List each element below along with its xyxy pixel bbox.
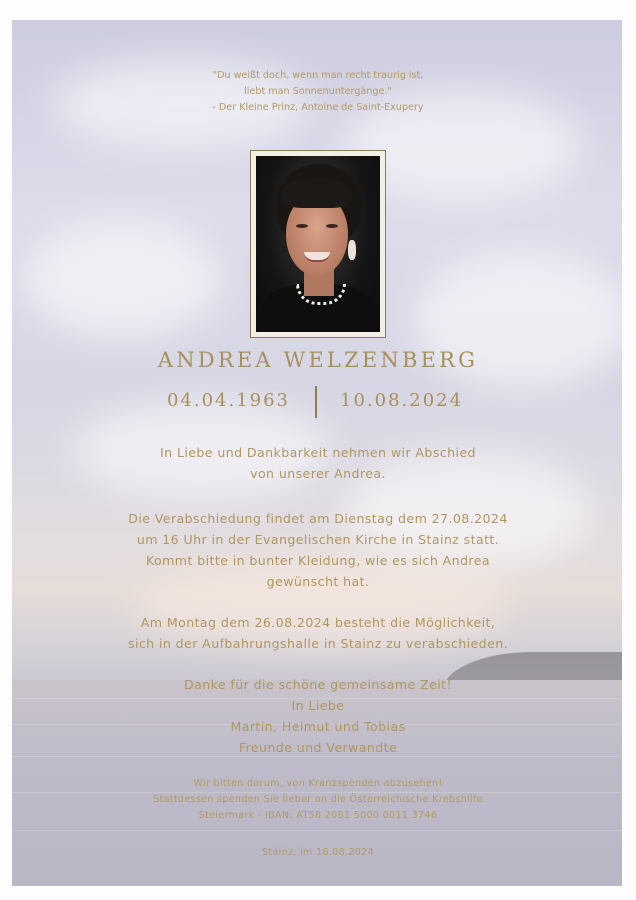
text-line: Steiermark - IBAN: AT58 2081 5000 0011 3746 (198, 810, 438, 821)
text-line: Martin, Helmut und Tobias (230, 719, 406, 734)
date-divider (315, 386, 317, 418)
quote-line: "Du weißt doch, wenn man recht traurig ist, (212, 70, 424, 81)
text-line: Danke für die schöne gemeinsame Zeit! (184, 677, 452, 692)
text-line: Stattdessen spenden Sie lieber an die Österreichische Krebshilfe (153, 794, 483, 805)
portrait-earring (348, 240, 356, 260)
portrait-eye (326, 224, 338, 228)
donation-notice (0, 776, 636, 824)
place-and-date: Stainz, im 16.08.2024 (262, 847, 374, 858)
text-line: Freunde und Verwandte (238, 740, 398, 755)
text-line: um 16 Uhr in der Evangelischen Kirche in Stainz statt. (136, 532, 500, 547)
sea-ripple (12, 830, 622, 831)
quote-attribution: - Der Kleine Prinz, Antoine de Saint-Exupery (212, 102, 424, 113)
text-line: sich in der Aufbahrungshalle in Stainz zu verabschieden. (128, 636, 508, 651)
ceremony-paragraph (0, 508, 636, 592)
life-dates (0, 390, 636, 416)
text-line: Am Montag dem 26.08.2024 besteht die Möglichkeit, (140, 615, 496, 630)
closing-paragraph (0, 674, 636, 758)
text-line: gewünscht hat. (266, 574, 370, 589)
quote-block (0, 68, 636, 116)
portrait-frame (250, 150, 386, 338)
text-line: Die Verabschiedung findet am Dienstag dem 27.08.2024 (128, 511, 508, 526)
cloud-shape (22, 220, 222, 340)
portrait-eye (296, 224, 308, 228)
text-line: Kommt bitte in bunter Kleidung, wie es sich Andrea (146, 553, 490, 568)
farewell-paragraph (0, 442, 636, 484)
quote-line: liebt man Sonnenuntergänge." (244, 86, 392, 97)
text-line: In Liebe und Dankbarkeit nehmen wir Abschied (160, 445, 476, 460)
viewing-paragraph (0, 612, 636, 654)
portrait-fringe (282, 178, 352, 208)
text-line: von unserer Andrea. (250, 466, 386, 481)
text-line: In Liebe (291, 698, 345, 713)
death-date: 10.08.2024 (340, 390, 464, 411)
text-line: Wir bitten darum, von Kranzspenden abzusehen! (193, 778, 443, 789)
portrait-photo (256, 156, 380, 332)
deceased-name: ANDREA WELZENBERG (157, 348, 479, 372)
birth-date: 04.04.1963 (166, 390, 290, 411)
